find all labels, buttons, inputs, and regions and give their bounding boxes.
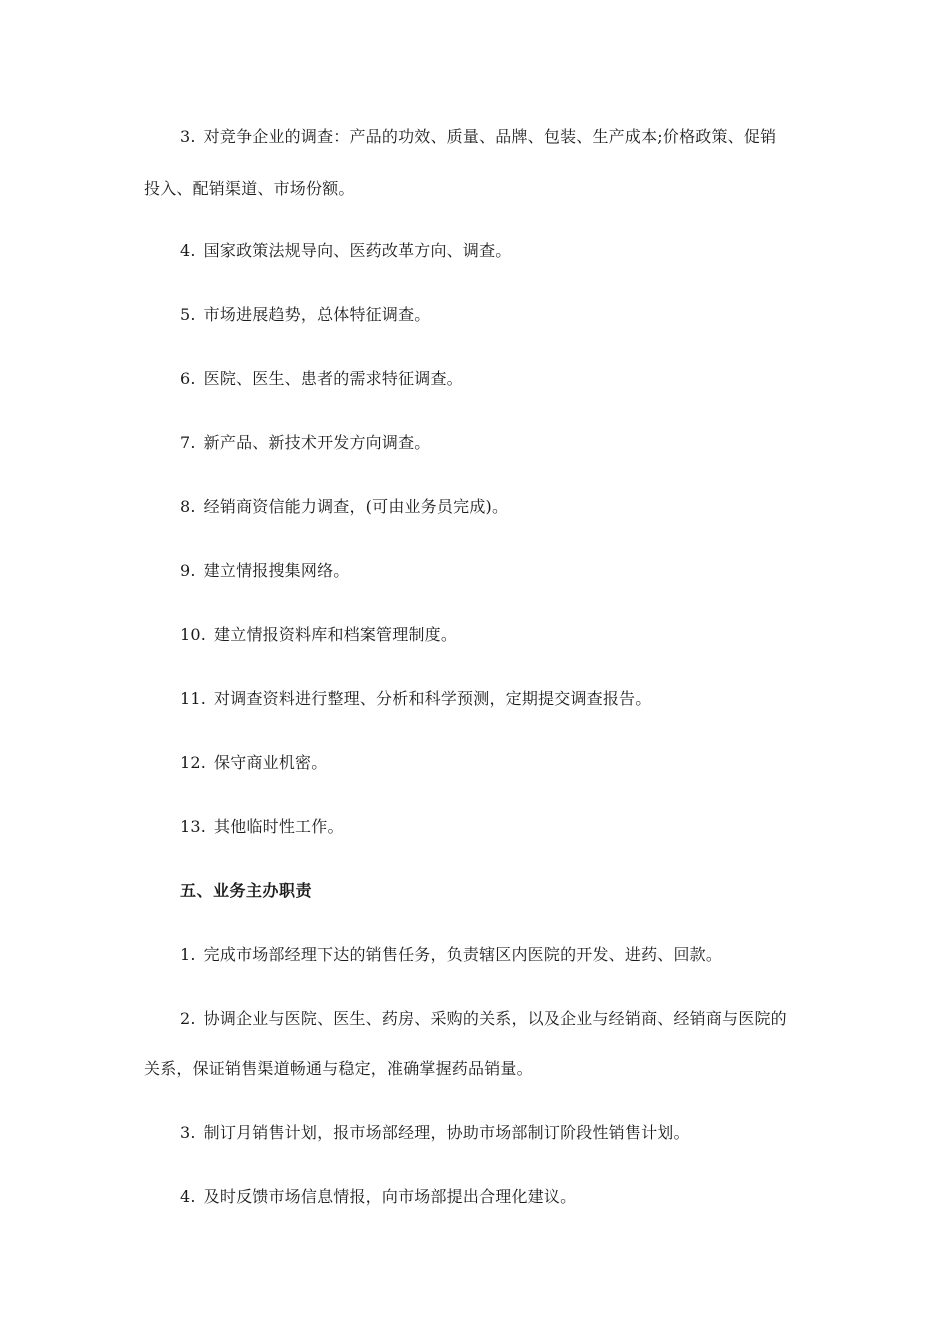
item-number: 6. bbox=[180, 369, 196, 388]
item-number: 8. bbox=[180, 497, 196, 516]
item-text: 新产品、新技术开发方向调查。 bbox=[203, 433, 431, 452]
item-text: 经销商资信能力调查，(可由业务员完成)。 bbox=[203, 497, 509, 516]
item-number: 12. bbox=[180, 753, 207, 772]
item-number: 2. bbox=[180, 1009, 196, 1028]
list-item bbox=[180, 753, 327, 773]
list-item bbox=[180, 817, 344, 837]
list-item bbox=[180, 305, 430, 325]
section-heading: 五、业务主办职责 bbox=[180, 881, 313, 900]
item-number: 10. bbox=[180, 625, 207, 644]
list-item bbox=[180, 1009, 787, 1029]
item-text: 医院、医生、患者的需求特征调查。 bbox=[203, 369, 463, 388]
item-text: 及时反馈市场信息情报，向市场部提出合理化建议。 bbox=[203, 1187, 577, 1206]
item-text: 制订月销售计划，报市场部经理，协助市场部制订阶段性销售计划。 bbox=[203, 1123, 690, 1142]
item-text: 对竞争企业的调查：产品的功效、质量、品牌、包装、生产成本;价格政策、促销 bbox=[203, 127, 777, 146]
item-number: 9. bbox=[180, 561, 196, 580]
item-number: 4. bbox=[180, 241, 196, 260]
item-number: 3. bbox=[180, 127, 196, 146]
list-item bbox=[180, 689, 651, 709]
item-number: 7. bbox=[180, 433, 196, 452]
item-text: 国家政策法规导向、医药改革方向、调查。 bbox=[203, 241, 512, 260]
item-text: 其他临时性工作。 bbox=[214, 817, 344, 836]
item-number: 5. bbox=[180, 305, 196, 324]
list-item bbox=[180, 625, 457, 645]
item-text: 对调查资料进行整理、分析和科学预测，定期提交调查报告。 bbox=[214, 689, 652, 708]
item-text: 建立情报搜集网络。 bbox=[203, 561, 350, 580]
item-text: 完成市场部经理下达的销售任务，负责辖区内医院的开发、进药、回款。 bbox=[203, 945, 723, 964]
item-text: 市场进展趋势，总体特征调查。 bbox=[203, 305, 431, 324]
item-number: 4. bbox=[180, 1187, 196, 1206]
list-item bbox=[180, 1123, 690, 1143]
item-text: 协调企业与医院、医生、药房、采购的关系，以及企业与经销商、经销商与医院的 bbox=[203, 1009, 787, 1028]
item-text: 建立情报资料库和档案管理制度。 bbox=[214, 625, 458, 644]
item-number: 13. bbox=[180, 817, 207, 836]
list-item bbox=[180, 127, 776, 147]
list-item-continuation: 投入、配销渠道、市场份额。 bbox=[144, 179, 355, 198]
list-item bbox=[180, 945, 722, 965]
list-item bbox=[180, 561, 349, 581]
list-item bbox=[180, 497, 508, 517]
list-item-continuation: 关系，保证销售渠道畅通与稳定，准确掌握药品销量。 bbox=[144, 1059, 533, 1078]
list-item bbox=[180, 369, 463, 389]
list-item bbox=[180, 433, 430, 453]
item-number: 1. bbox=[180, 945, 196, 964]
item-text: 保守商业机密。 bbox=[214, 753, 328, 772]
list-item bbox=[180, 241, 511, 261]
item-number: 3. bbox=[180, 1123, 196, 1142]
item-number: 11. bbox=[180, 689, 207, 708]
list-item bbox=[180, 1187, 576, 1207]
